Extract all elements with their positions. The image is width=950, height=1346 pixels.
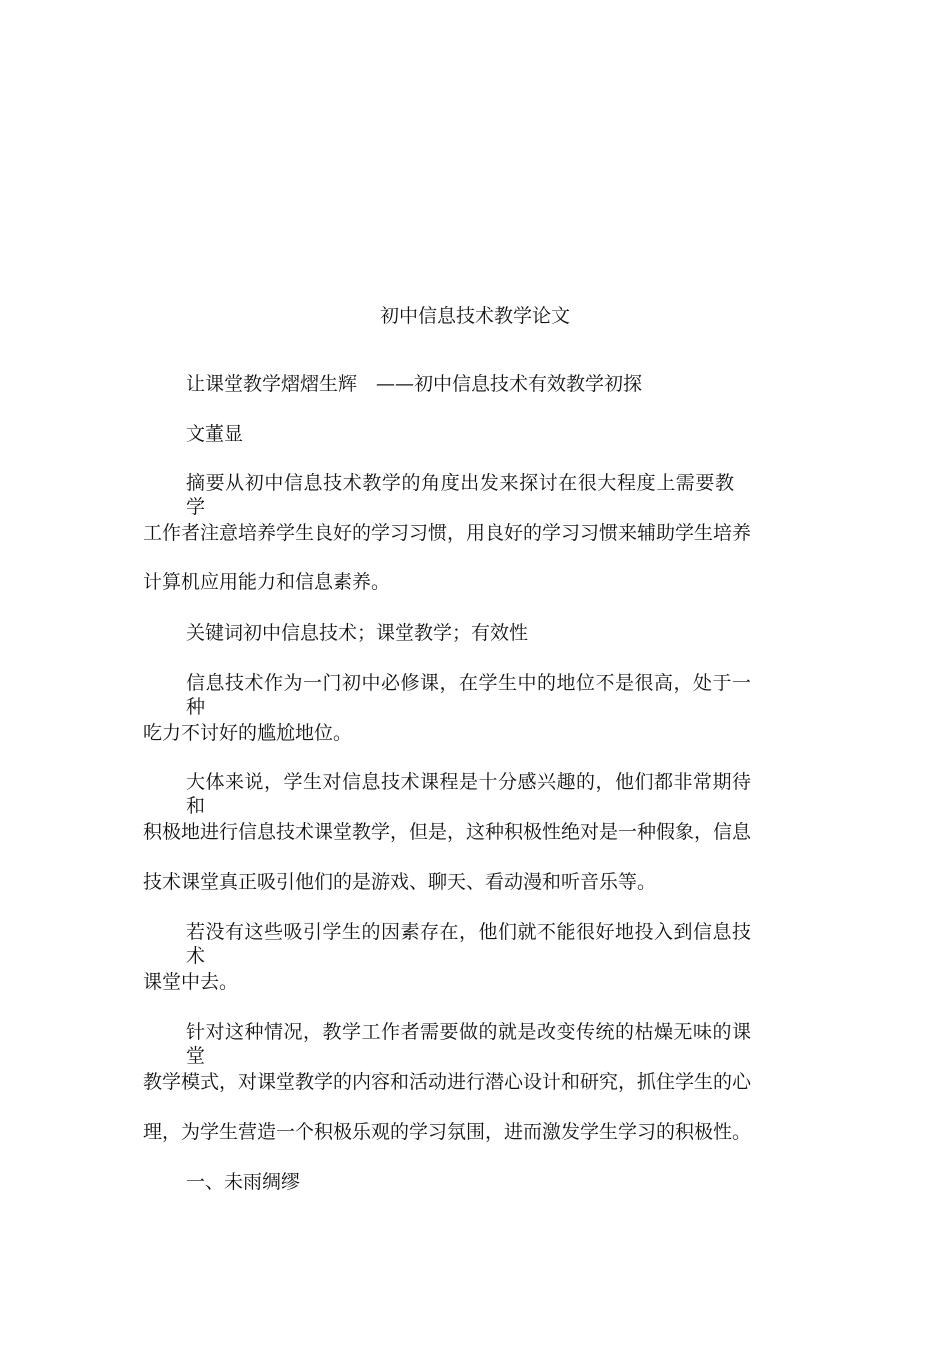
abstract-line: 工作者注意培养学生良好的学习习惯，用良好的学习习惯来辅助学生培养 <box>143 522 752 544</box>
paragraph-line: 理，为学生营造一个积极乐观的学习氛围，进而激发学生学习的积极性。 <box>143 1121 752 1143</box>
paragraph-line: 积极地进行信息技术课堂教学，但是，这种积极性绝对是一种假象，信息 <box>143 821 752 843</box>
paragraph-line: 大体来说，学生对信息技术课程是十分感兴趣的，他们都非常期待和 <box>186 771 751 817</box>
paragraph-line: 吃力不讨好的尴尬地位。 <box>143 722 353 744</box>
author-name: 文董显 <box>186 423 244 445</box>
abstract-line: 计算机应用能力和信息素养。 <box>143 571 391 593</box>
paragraph-line: 若没有这些吸引学生的因素存在，他们就不能很好地投入到信息技术 <box>186 921 751 967</box>
paragraph-line: 信息技术作为一门初中必修课，在学生中的地位不是很高，处于一种 <box>186 672 751 718</box>
keywords-line: 关键词初中信息技术；课堂教学；有效性 <box>186 622 529 644</box>
paragraph-line: 教学模式，对课堂教学的内容和活动进行潜心设计和研究，抓住学生的心 <box>143 1071 752 1093</box>
document-subtitle: 让课堂教学熠熠生辉 ——初中信息技术有效教学初探 <box>186 373 643 395</box>
abstract-line: 摘要从初中信息技术教学的角度出发来探讨在很大程度上需要教学 <box>186 472 734 518</box>
paragraph-line: 课堂中去。 <box>143 971 239 993</box>
paragraph-line: 针对这种情况，教学工作者需要做的就是改变传统的枯燥无味的课堂 <box>186 1021 751 1067</box>
document-title: 初中信息技术教学论文 <box>379 305 570 327</box>
paragraph-line: 技术课堂真正吸引他们的是游戏、聊天、看动漫和听音乐等。 <box>143 871 657 893</box>
section-heading: 一、未雨绸缪 <box>186 1171 301 1193</box>
